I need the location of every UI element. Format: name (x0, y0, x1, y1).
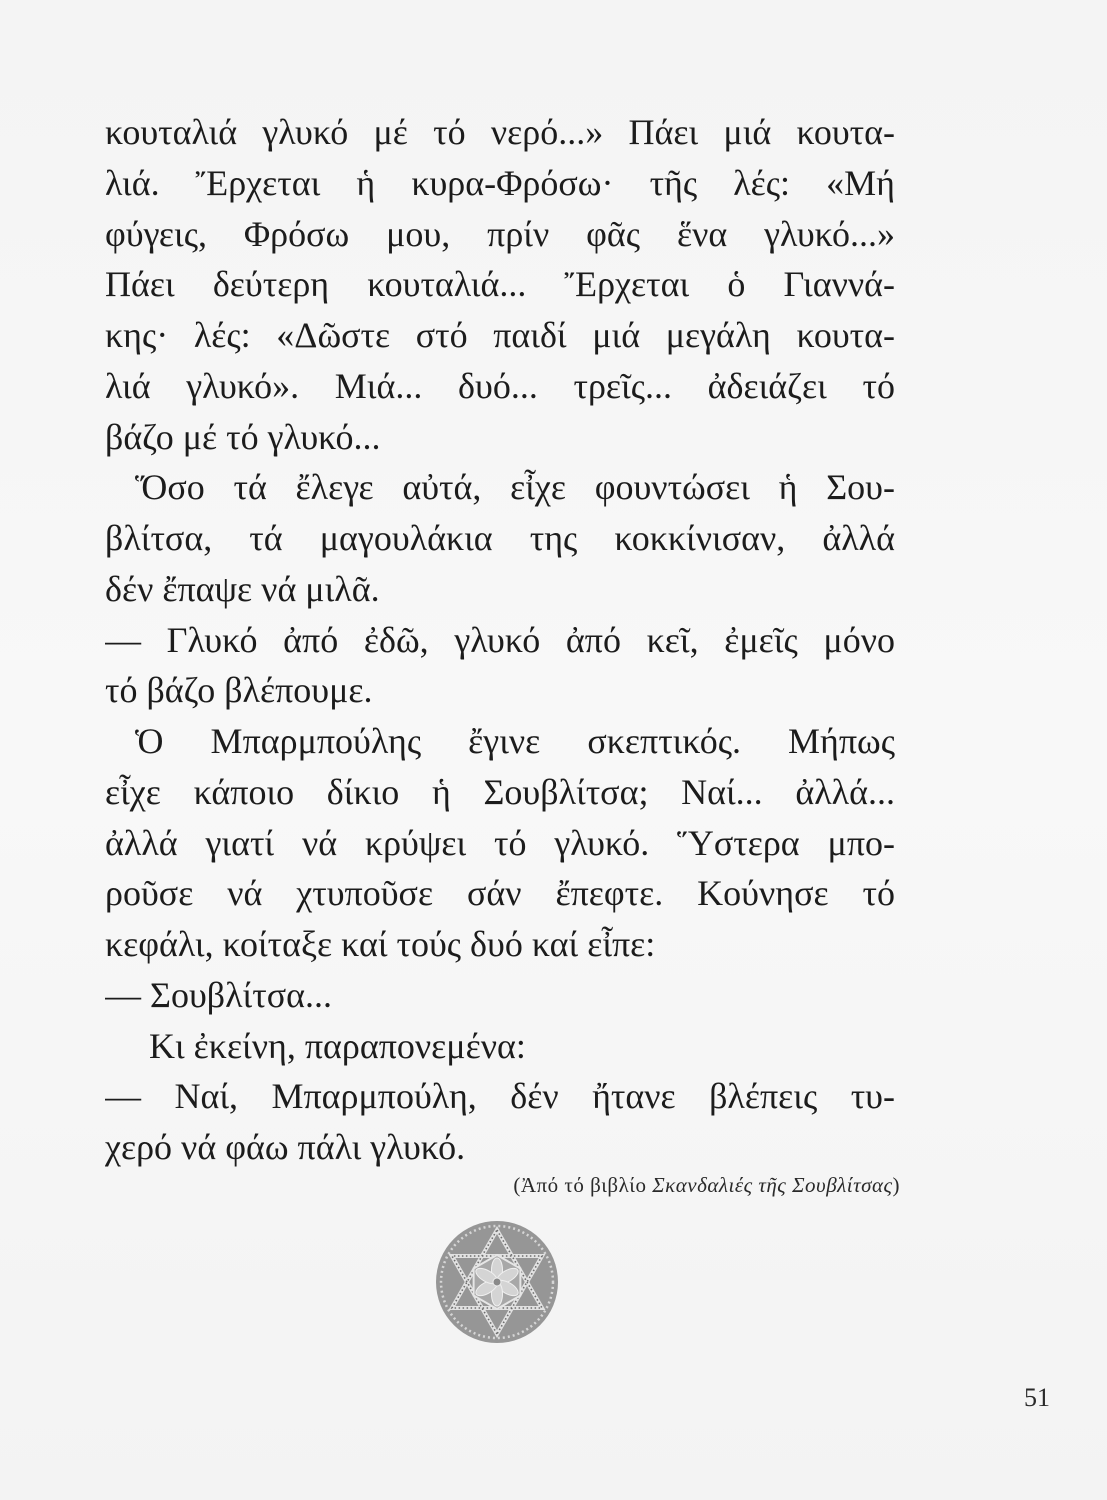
source-citation (513, 1172, 900, 1198)
text-line: βάζο μέ τό γλυκό... (105, 416, 381, 457)
story-text (105, 107, 895, 1173)
text-line: κεφάλι, κοίταξε καί τούς δυό καί εἶπε: (105, 924, 656, 964)
text-line: τό βάζο βλέπουμε. (105, 670, 373, 711)
source-suffix: ) (892, 1173, 900, 1197)
text-line: ροῦσε νά χτυποῦσε σάν ἔπεφτε. Κούνησε τό (105, 873, 895, 914)
text-line: ἀλλά γιατί νά κρύψει τό γλυκό. Ὕστερα μπο- (105, 822, 895, 863)
text-line: Ὁ Μπαρμπούλης ἔγινε σκεπτικός. Μήπως (135, 721, 895, 761)
dialogue-line: — Ναί, Μπαρμπούλη, δέν ἤτανε βλέπεις τυ- (105, 1076, 895, 1117)
text-line: Πάει δεύτερη κουταλιά... Ἔρχεται ὁ Γιαννά- (105, 264, 895, 305)
text-line: φύγεις, Φρόσω μου, πρίν φᾶς ἕνα γλυκό...» (105, 213, 895, 254)
text-line: κουταλιά γλυκό μέ τό νερό...» Πάει μιά κουτα- (105, 112, 895, 152)
text-line: Ὅσο τά ἔλεγε αὐτά, εἶχε φουντώσει ἡ Σου- (135, 467, 895, 508)
text-line: λιά. Ἔρχεται ἡ κυρα-Φρόσω· τῆς λές: «Μή (105, 162, 895, 203)
text-line: λιά γλυκό». Μιά... δυό... τρεῖς... ἀδειάζει τό (105, 365, 895, 406)
dialogue-line: — Σουβλίτσα... (105, 974, 332, 1015)
hexagram-rosette-icon (433, 1218, 561, 1346)
text-line: δέν ἔπαψε νά μιλᾶ. (105, 568, 380, 609)
text-line: εἶχε κάποιο δίκιο ἡ Σουβλίτσα; Ναί... ἀλλά... (105, 771, 895, 812)
text-line: χερό νά φάω πάλι γλυκό. (105, 1127, 466, 1167)
text-line: Κι ἐκείνη, παραπονεμένα: (149, 1025, 526, 1066)
source-prefix: (Ἀπό τό βιβλίο (513, 1173, 653, 1197)
page-number: 51 (1024, 1383, 1050, 1412)
dialogue-line: — Γλυκό ἀπό ἐδῶ, γλυκό ἀπό κεῖ, ἐμεῖς μόνο (105, 619, 895, 660)
ornament-center-dot (493, 1278, 501, 1286)
text-line: κης· λές: «Δῶστε στό παιδί μιά μεγάλη κουτα- (105, 315, 895, 355)
text-line: βλίτσα, τά μαγουλάκια της κοκκίνισαν, ἀλλά (105, 518, 895, 558)
source-book-title: Σκανδαλιές τῆς Σουβλίτσας (652, 1173, 893, 1197)
